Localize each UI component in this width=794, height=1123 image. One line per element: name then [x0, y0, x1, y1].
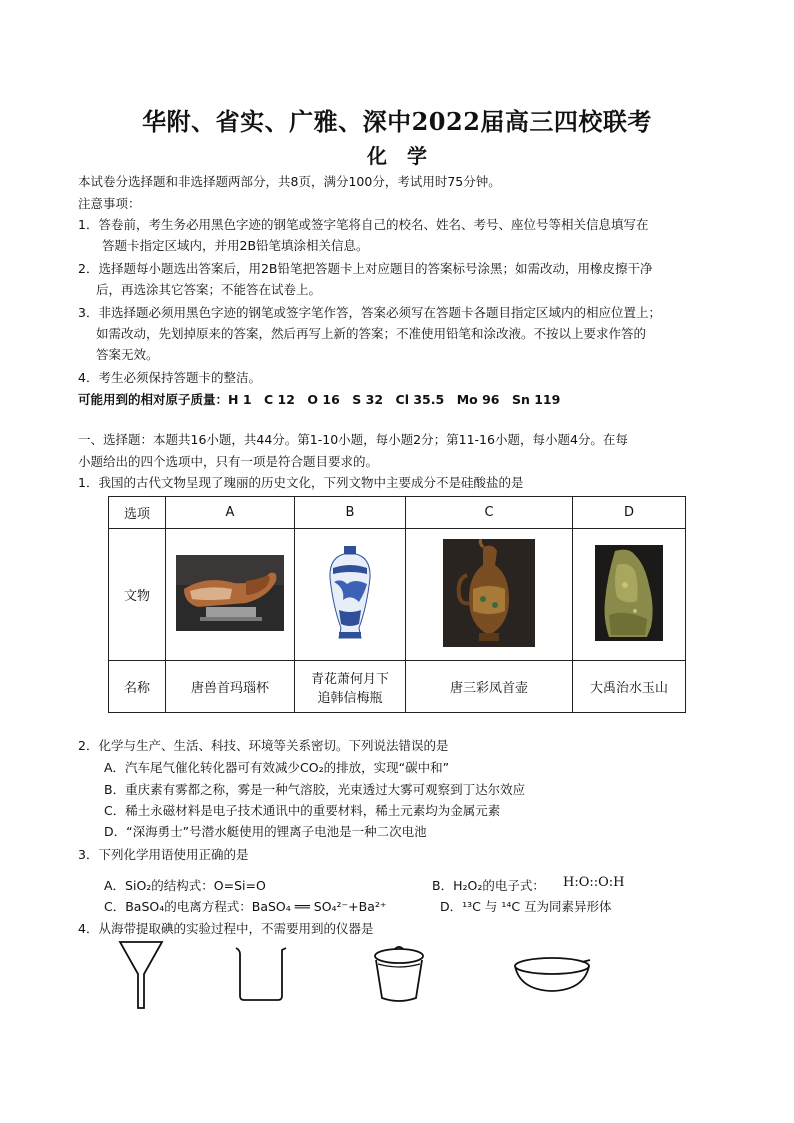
relic-image-cell — [295, 529, 406, 661]
notice-line: 答案无效。 — [96, 347, 159, 362]
relic-name: 唐兽首玛瑙杯 — [166, 661, 295, 713]
exam-title: 华附、省实、广雅、深中2022届高三四校联考 — [142, 107, 652, 136]
notice-line: 2．选择题每小题选出答案后，用2B铅笔把答题卡上对应题目的答案标号涂黑；如需改动，用橡皮擦干净 — [78, 261, 653, 276]
notice-line: 1．答卷前，考生务必用黑色字迹的钢笔或签字笔将自己的校名、姓名、考号、座位号等相关信息填写在 — [78, 217, 649, 232]
notice-label: 注意事项： — [78, 196, 141, 211]
evaporating-dish-icon — [512, 954, 592, 994]
relic-name-b — [295, 661, 406, 713]
notice-line: 3．非选择题必须用黑色字迹的钢笔或签字笔作答，答案必须写在答题卡各题目指定区域内的相应位置上； — [78, 305, 661, 320]
option-header: C — [406, 497, 573, 529]
question-1-stem: 1．我国的古代文物呈现了瑰丽的历史文化，下列文物中主要成分不是硅酸盐的是 — [78, 475, 524, 490]
relic-image-cell — [573, 529, 686, 661]
plum-vase-image — [325, 544, 375, 642]
intro-text: 本试卷分选择题和非选择题两部分，共8页，满分100分，考试用时75分钟。 — [78, 174, 501, 189]
notice-line: 答题卡指定区域内，并用2B铅笔填涂相关信息。 — [102, 238, 369, 253]
jade-mountain-image — [595, 545, 663, 641]
notice-line: 如需改动，先划掉原来的答案，然后再写上新的答案；不准使用铅笔和涂改液。不按以上要求作答的 — [96, 326, 647, 341]
relic-image-cell — [166, 529, 295, 661]
funnel-icon — [118, 940, 164, 1010]
row-label-name: 名称 — [109, 661, 166, 713]
question-2-option: B．重庆素有雾都之称，雾是一种气溶胶，光束透过大雾可观察到丁达尔效应 — [104, 782, 526, 797]
relic-name-line: 追韩信梅瓶 — [317, 690, 383, 706]
agate-cup-image — [176, 555, 284, 631]
option-header: A — [166, 497, 295, 529]
question-3-option-c: C．BaSO₄的电离方程式：BaSO₄ ══ SO₄²⁻+Ba²⁺ — [104, 899, 387, 914]
relic-image-cell — [406, 529, 573, 661]
phoenix-ewer-image — [443, 539, 535, 647]
section-heading: 一、选择题：本题共16小题，共44分。第1-10小题，每小题2分；第11-16小题，每小题4分。在每 — [78, 432, 628, 447]
question-3-stem: 3．下列化学用语使用正确的是 — [78, 847, 249, 862]
subject-title: 化 学 — [367, 144, 427, 168]
crucible-icon — [370, 944, 428, 1004]
question-2-option: A．汽车尾气催化转化器可有效减少CO₂的排放，实现“碳中和” — [104, 760, 450, 775]
beaker-icon — [232, 946, 290, 1002]
notice-line: 4．考生必须保持答题卡的整洁。 — [78, 370, 261, 385]
question-3-option-d: D．¹³C 与 ¹⁴C 互为同素异形体 — [440, 899, 612, 914]
relic-name-line: 青花萧何月下 — [310, 671, 389, 687]
question-2-stem: 2．化学与生产、生活、科技、环境等关系密切。下列说法错误的是 — [78, 738, 449, 753]
notice-line: 后，再选涂其它答案；不能答在试卷上。 — [96, 282, 322, 297]
row-label-relic: 文物 — [109, 529, 166, 661]
option-header: D — [573, 497, 686, 529]
question-2-option: D．“深海勇士”号潜水艇使用的锂离子电池是一种二次电池 — [104, 824, 427, 839]
atomic-masses: 可能用到的相对原子质量：H 1 C 12 O 16 S 32 Cl 35.5 Mo 96 Sn 119 — [78, 392, 561, 407]
option-header: B — [295, 497, 406, 529]
row-label-option: 选项 — [109, 497, 166, 529]
relic-name: 大禹治水玉山 — [573, 661, 686, 713]
relic-name: 唐三彩凤首壶 — [406, 661, 573, 713]
question-2-option: C．稀土永磁材料是电子技术通讯中的重要材料，稀土元素均为金属元素 — [104, 803, 501, 818]
section-heading: 小题给出的四个选项中，只有一项是符合题目要求的。 — [78, 454, 379, 469]
question-4-stem: 4．从海带提取碘的实验过程中，不需要用到的仪器是 — [78, 921, 374, 936]
h2o2-electron-formula: H:O::O:H — [563, 875, 625, 890]
question-3-option-b: B．H₂O₂的电子式： — [432, 878, 545, 893]
relics-table — [108, 496, 686, 713]
question-3-option-a: A．SiO₂的结构式：O=Si=O — [104, 878, 266, 893]
